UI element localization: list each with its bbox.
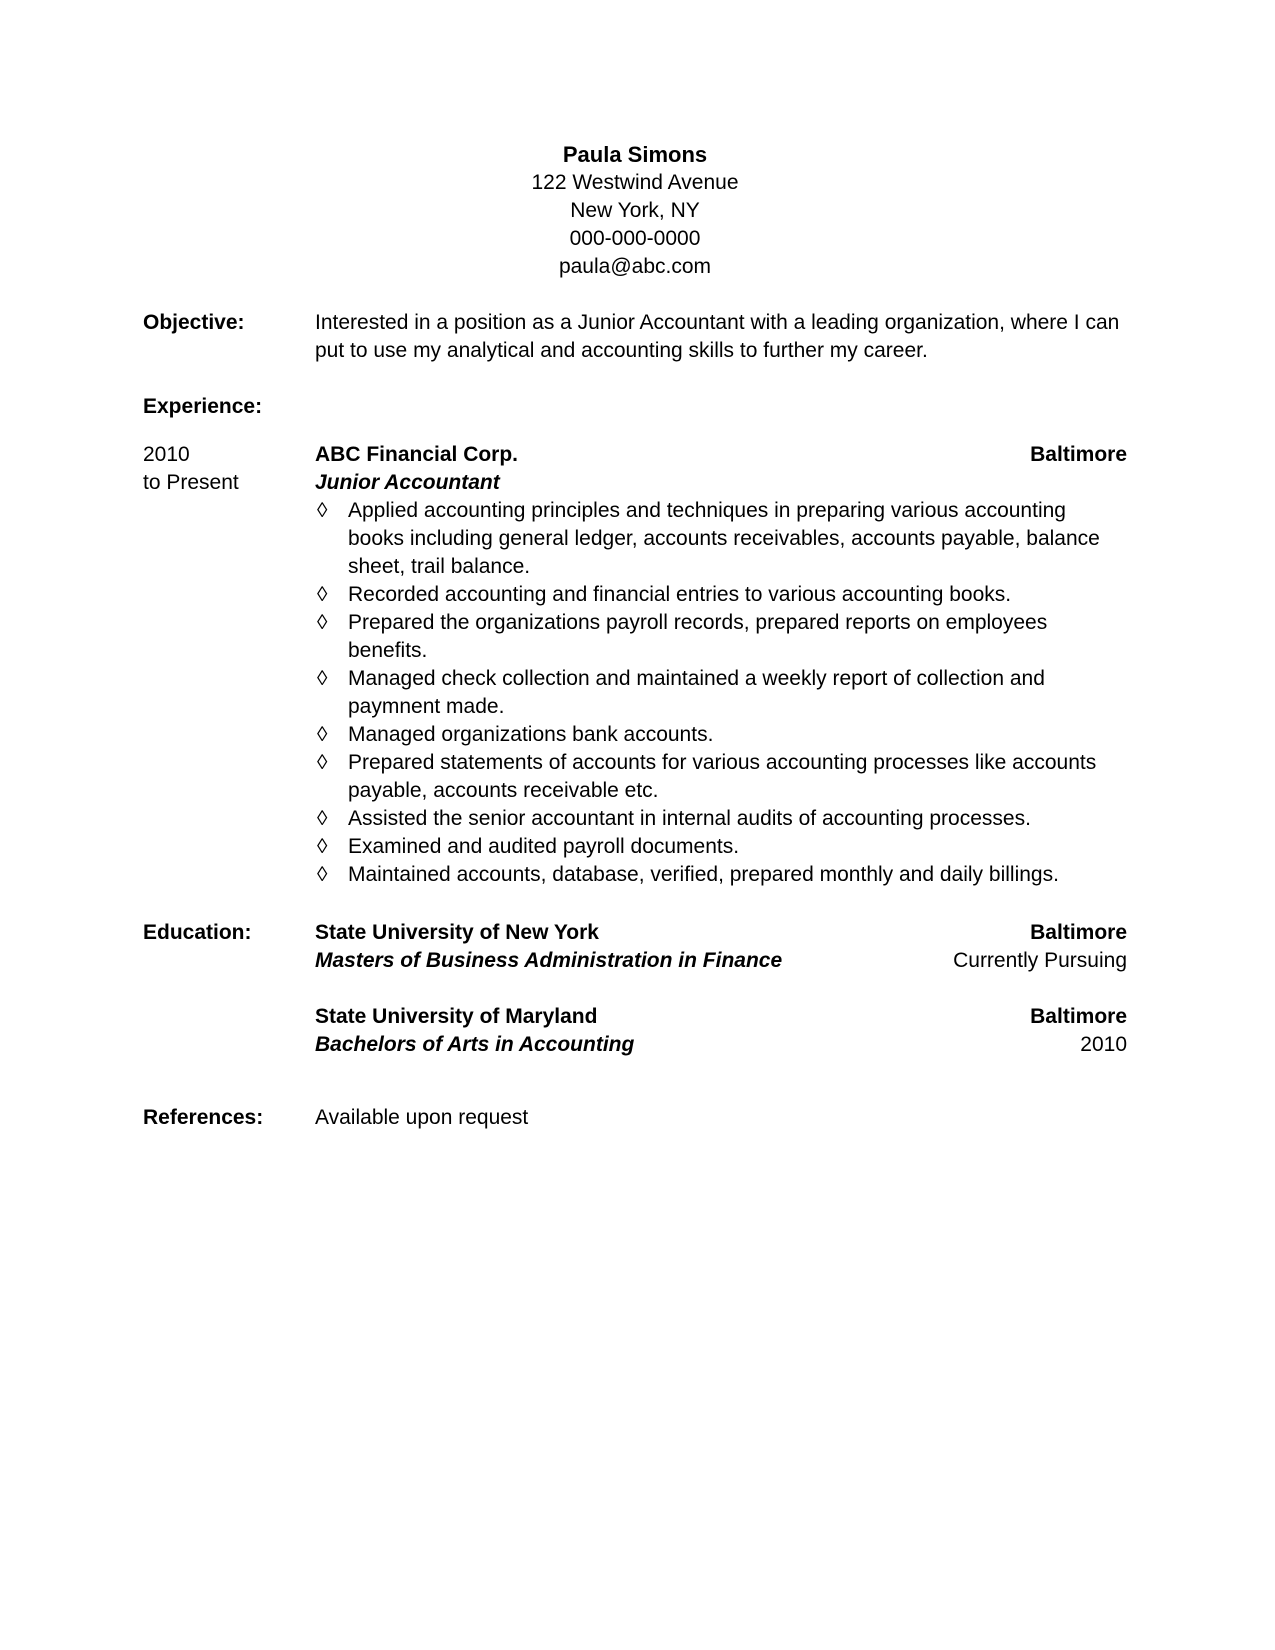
education-entry-header [315,1003,1127,1031]
references-section [143,1104,1127,1132]
education-entry [315,919,1127,975]
duty-item [315,721,1127,749]
duty-item [315,581,1127,609]
job-title: Junior Accountant [315,471,500,494]
date-from: 2010 [143,443,190,466]
school-location: Baltimore [1030,1005,1127,1028]
degree-status: 2010 [1080,1033,1127,1056]
school-name: State University of Maryland [315,1005,598,1028]
diamond-bullet-icon: ◊ [317,835,328,858]
education-entry [315,1003,1127,1059]
duty-text: Applied accounting principles and techniques in preparing various accounting books including general ledger, accounts receivables, accounts payable, balance sheet, trail balance. [348,499,1100,578]
degree-status: Currently Pursuing [953,949,1127,972]
date-range [143,441,315,497]
experience-entry-body [315,441,1127,889]
degree-name: Masters of Business Administration in Finance [315,949,783,972]
objective-section [143,309,1127,365]
duty-text: Managed check collection and maintained a weekly report of collection and paymnent made. [348,667,1045,718]
diamond-bullet-icon: ◊ [317,499,328,522]
education-label: Education: [143,921,252,944]
school-location: Baltimore [1030,921,1127,944]
city-line: New York, NY [570,199,700,222]
references-label: References: [143,1106,264,1129]
duty-item [315,805,1127,833]
duty-item [315,497,1127,581]
diamond-bullet-icon: ◊ [317,807,328,830]
email-line: paula@abc.com [558,255,712,278]
duty-text: Recorded accounting and financial entries to various accounting books. [348,583,1012,606]
experience-section [143,393,1127,421]
date-to: to Present [143,471,239,494]
objective-text: Interested in a position as a Junior Accountant with a leading organization, where I can put to use my analytical and accounting skills to further my career. [315,311,1120,362]
duty-item [315,861,1127,889]
education-entry-degree-line [315,1031,1127,1059]
objective-label: Objective: [143,311,245,334]
diamond-bullet-icon: ◊ [317,751,328,774]
experience-entry-header [315,441,1127,469]
duty-item [315,609,1127,665]
diamond-bullet-icon: ◊ [317,863,328,886]
diamond-bullet-icon: ◊ [317,723,328,746]
phone-line: 000-000-0000 [569,227,701,250]
duty-item [315,665,1127,721]
diamond-bullet-icon: ◊ [317,611,328,634]
duty-text: Examined and audited payroll documents. [348,835,740,858]
education-entry-header [315,919,1127,947]
school-name: State University of New York [315,921,599,944]
references-text: Available upon request [315,1106,529,1129]
duty-text: Prepared the organizations payroll records, prepared reports on employees benefits. [348,611,1048,662]
education-section [143,919,1127,1059]
experience-label: Experience: [143,395,263,418]
duty-text: Maintained accounts, database, verified, prepared monthly and daily billings. [348,863,1059,886]
resume-header [143,141,1127,281]
company-location: Baltimore [1030,443,1127,466]
education-entry-degree-line [315,947,1127,975]
duty-item [315,833,1127,861]
diamond-bullet-icon: ◊ [317,667,328,690]
person-name: Paula Simons [562,142,708,167]
duty-text: Managed organizations bank accounts. [348,723,714,746]
duty-text: Assisted the senior accountant in internal audits of accounting processes. [348,807,1031,830]
diamond-bullet-icon: ◊ [317,583,328,606]
company-name: ABC Financial Corp. [315,443,519,466]
experience-entry [143,441,1127,889]
address-line: 122 Westwind Avenue [531,171,739,194]
degree-name: Bachelors of Arts in Accounting [315,1033,635,1056]
duty-item [315,749,1127,805]
duties-list [315,497,1127,889]
education-entries [315,919,1127,1059]
duty-text: Prepared statements of accounts for various accounting processes like accounts payable, accounts receivable etc. [348,751,1097,802]
